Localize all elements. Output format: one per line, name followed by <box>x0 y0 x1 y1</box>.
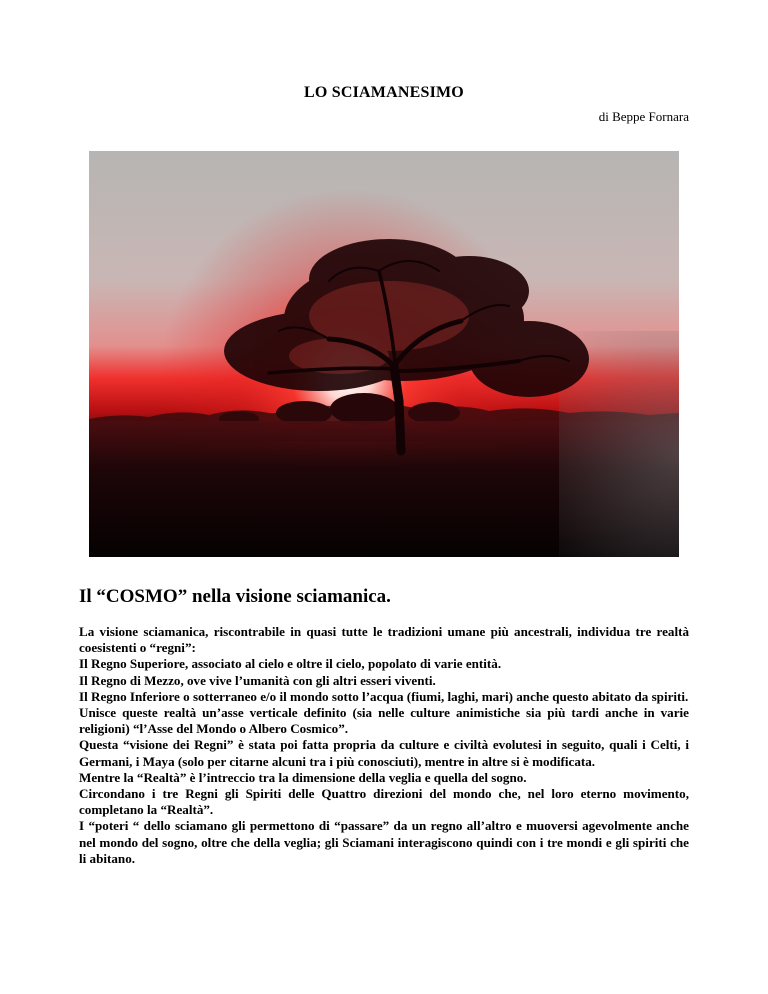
paragraph: Il Regno Superiore, associato al cielo e oltre il cielo, popolato di varie entità. <box>79 656 502 672</box>
paragraph: Il Regno di Mezzo, ove vive l’umanità con gli altri esseri viventi. <box>79 672 436 688</box>
section-heading: Il “COSMO” nella visione sciamanica. <box>79 586 391 607</box>
body-text <box>79 624 689 867</box>
document-author: di Beppe Fornara <box>598 109 689 124</box>
tree-at-sunset-photo <box>89 151 679 557</box>
document-title: LO SCIAMANESIMO <box>304 84 464 101</box>
paragraph: Mentre la “Realtà” è l’intreccio tra la dimensione della veglia e quella del sogno. <box>79 769 527 785</box>
paragraph: Il Regno Inferiore o sotterraneo e/o il mondo sotto l’acqua (fiumi, laghi, mari) anche questo abitato da spiriti. <box>79 688 689 704</box>
paragraph: La visione sciamanica, riscontrabile in quasi tutte le tradizioni umane più ancestrali, individua tre realtà coesistenti o “regni”: <box>79 624 689 656</box>
paragraph: Circondano i tre Regni gli Spiriti delle Quattro direzioni del mondo che, nel loro eterno movimento, completano la “Realtà”. <box>79 786 689 818</box>
paragraph: I “poteri “ dello sciamano gli permettono di “passare” da un regno all’altro e muoversi agevolmente anche nel mondo del sogno, oltre che della veglia; gli Sciamani interagiscono quindi con i tre mondi e gli spiriti che li abitano. <box>79 818 689 866</box>
paragraph: Unisce queste realtà un’asse verticale definito (sia nelle culture animistiche sia più tardi anche in varie religioni) “l’Asse del Mondo o Albero Cosmico”. <box>79 705 689 737</box>
paragraph: Questa “visione dei Regni” è stata poi fatta propria da culture e civiltà evolutesi in seguito, quali i Celti, i Germani, i Maya (solo per citarne alcuni tra i più conosciuti), mentre in altre si è modificata. <box>79 737 689 769</box>
